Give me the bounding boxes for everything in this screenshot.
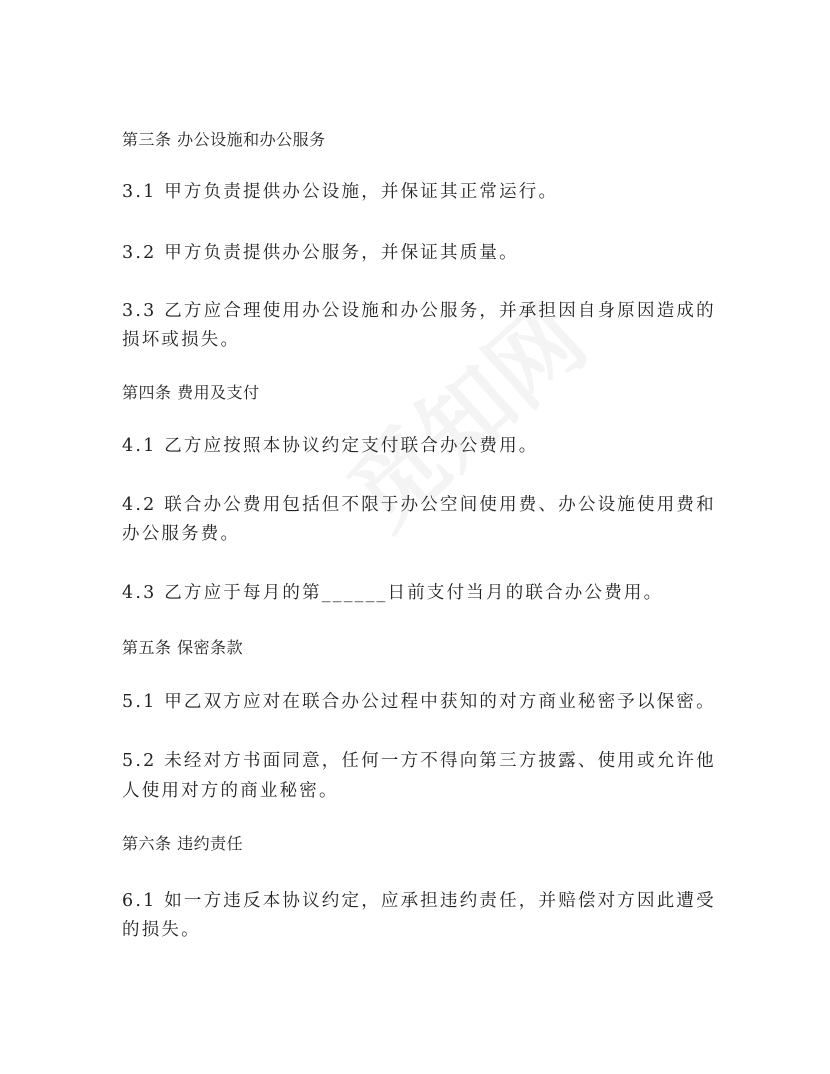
- clause-6-1-line-2: 的损失。: [122, 920, 201, 940]
- clause-5-1: 5.1 甲乙双方应对在联合办公过程中获知的对方商业秘密予以保密。: [122, 692, 716, 712]
- clause-3-3-line-2: 损坏或损失。: [122, 330, 241, 350]
- clause-4-3: 4.3 乙方应于每月的第______日前支付当月的联合办公费用。: [122, 583, 664, 603]
- article-3-heading: 第三条 办公设施和办公服务: [122, 130, 326, 149]
- clause-6-1-line-1: 6.1 如一方违反本协议约定，应承担违约责任，并赔偿对方因此遭受: [122, 891, 716, 911]
- clause-5-2-line-1: 5.2 未经对方书面同意，任何一方不得向第三方披露、使用或允许他: [122, 751, 716, 771]
- article-6-heading: 第六条 违约责任: [122, 834, 244, 853]
- article-5-heading: 第五条 保密条款: [122, 638, 244, 657]
- article-4-heading: 第四条 费用及支付: [122, 383, 260, 402]
- clause-4-2-line-1: 4.2 联合办公费用包括但不限于办公空间使用费、办公设施使用费和: [122, 495, 716, 515]
- clause-3-2: 3.2 甲方负责提供办公服务，并保证其质量。: [122, 243, 519, 263]
- clause-4-2-line-2: 办公服务费。: [122, 524, 241, 544]
- watermark: [256, 206, 680, 630]
- clause-3-3-line-1: 3.3 乙方应合理使用办公设施和办公服务，并承担因自身原因造成的: [122, 301, 716, 321]
- clause-5-2-line-2: 人使用对方的商业秘密。: [122, 781, 339, 801]
- clause-3-1: 3.1 甲方负责提供办公设施，并保证其正常运行。: [122, 182, 559, 202]
- clause-4-1: 4.1 乙方应按照本协议约定支付联合办公费用。: [122, 436, 539, 456]
